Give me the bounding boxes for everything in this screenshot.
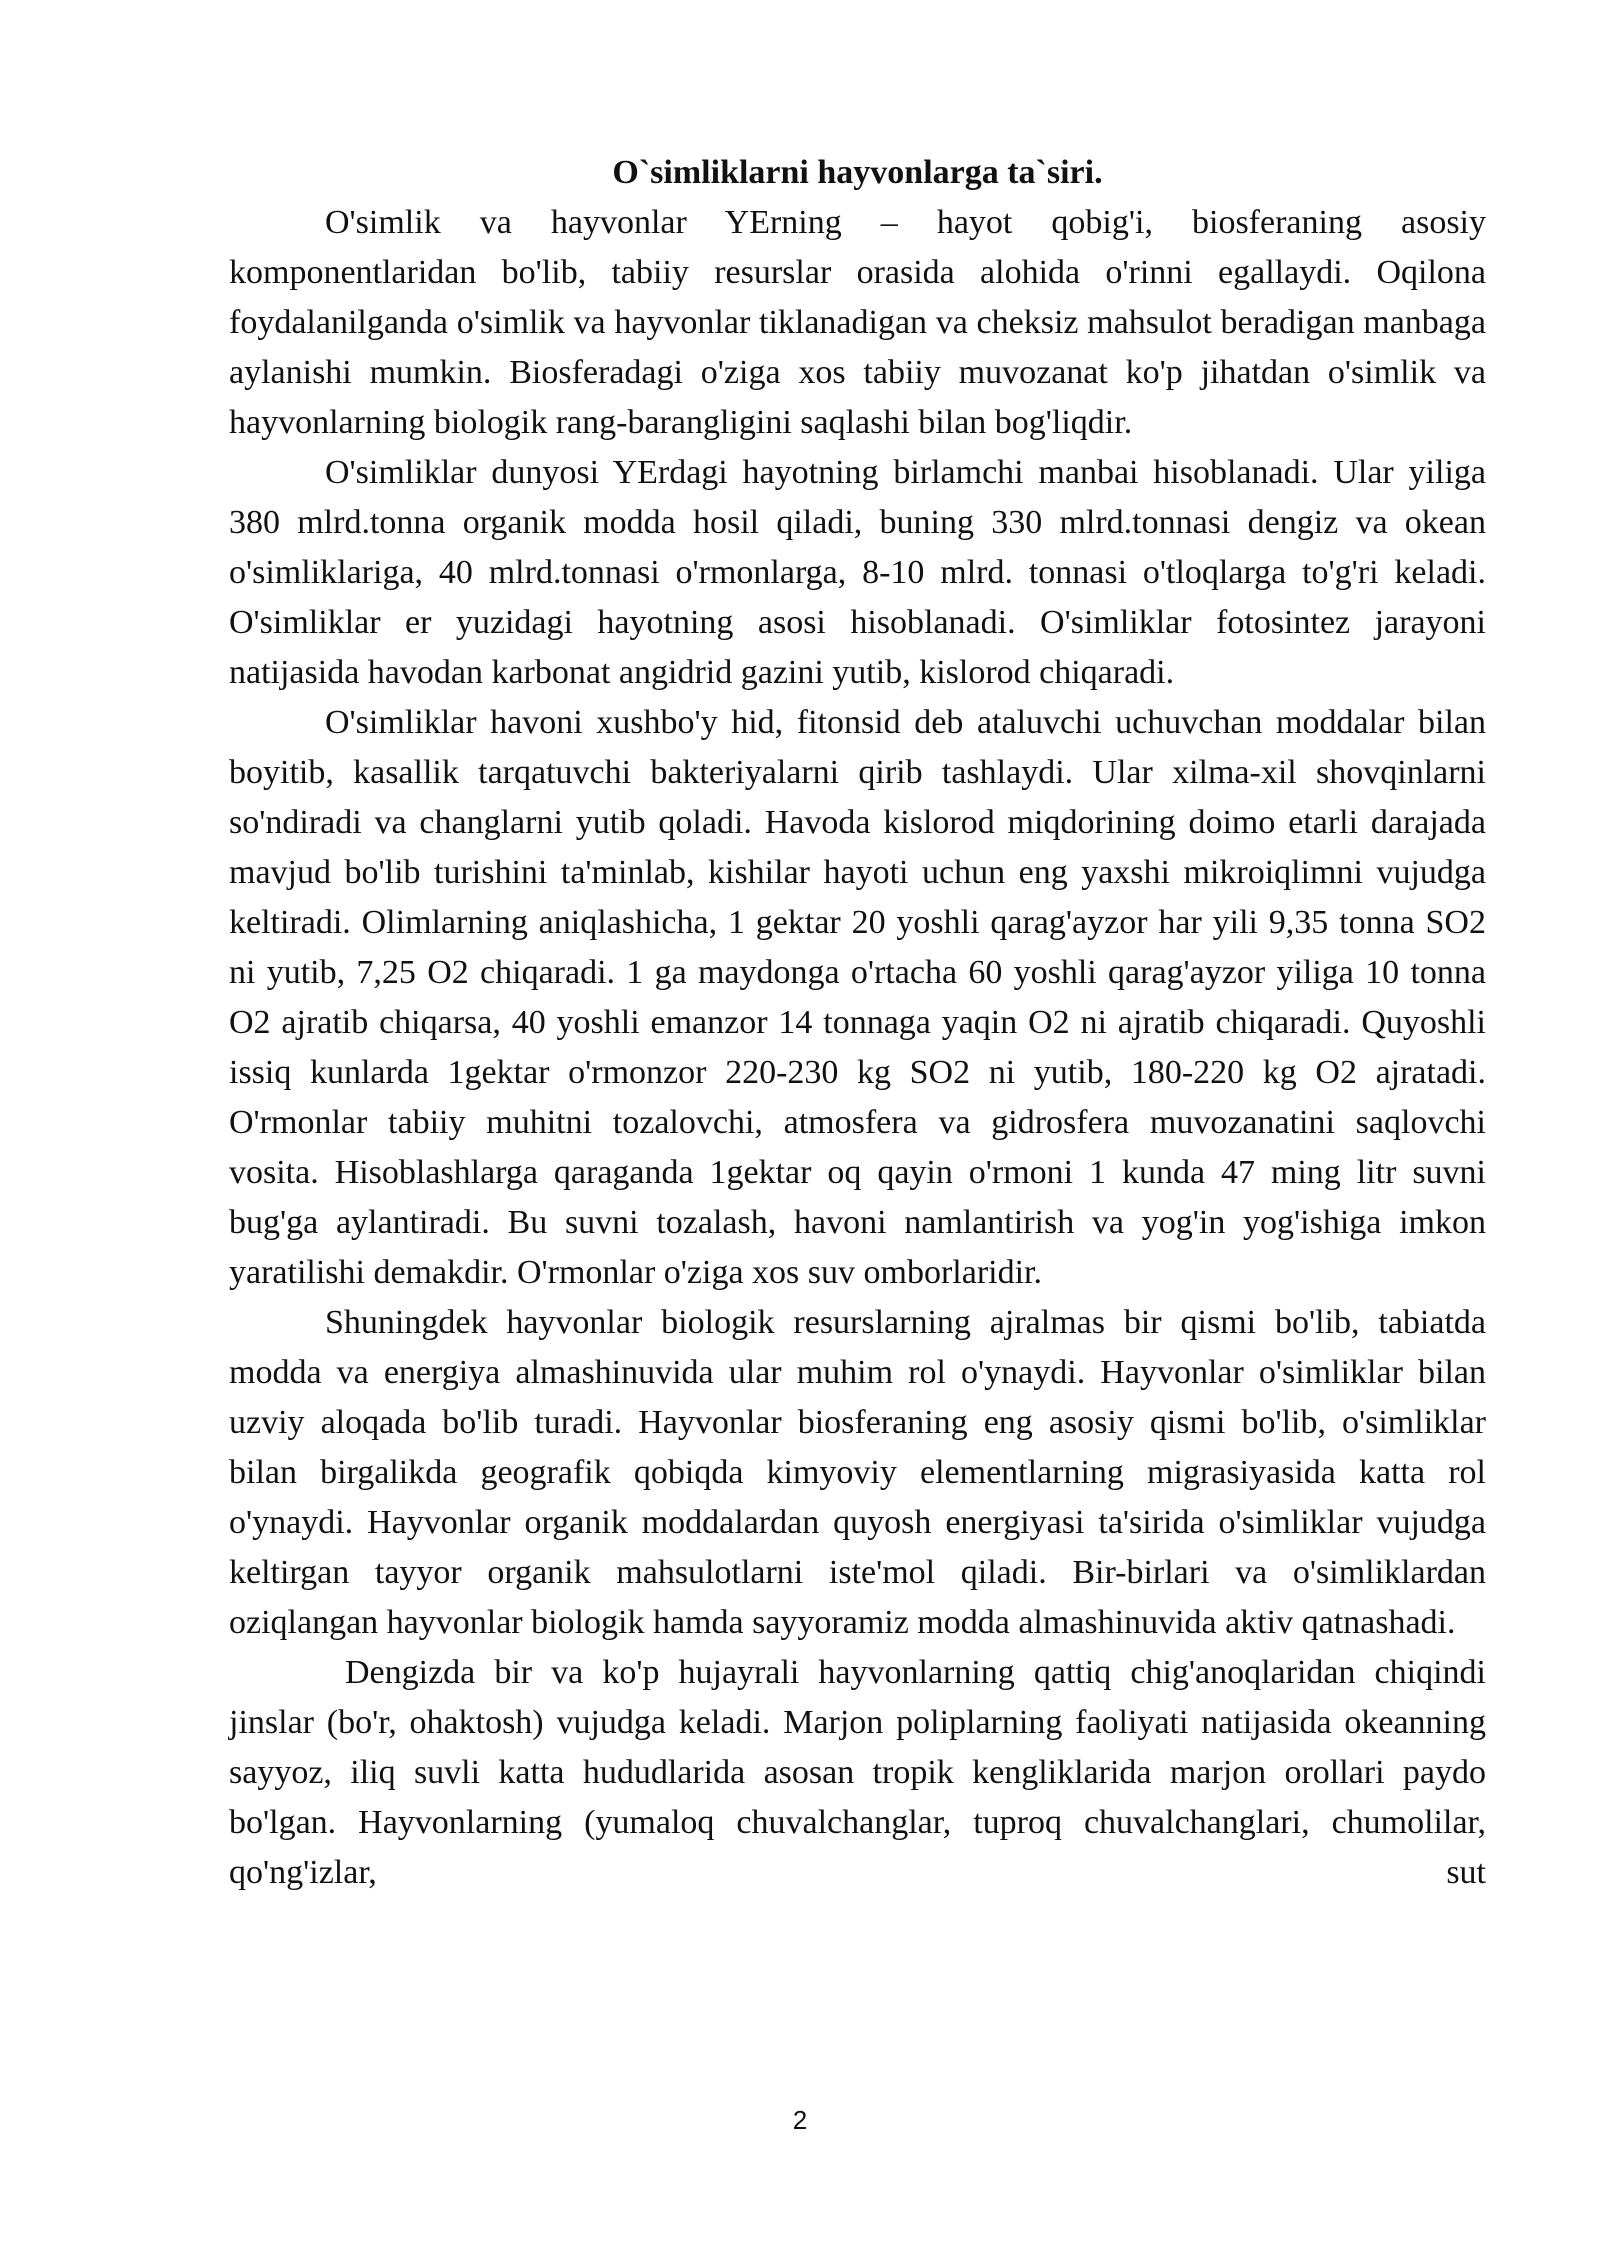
paragraph-2: O'simliklar dunyosi YErdagi hayotning birlamchi manbai hisoblanadi. Ular yiliga 380 mlrd.tonna organik modda hosil qiladi, buning 330 mlrd.tonnasi dengiz va okean o'simliklariga, 40 mlrd.tonnasi o'rmonlarga, 8-10 mlrd. tonnasi o'tloqlarga to'g'ri keladi. O'simliklar er yuzidagi hayotning asosi hisoblanadi. O'simliklar fotosintez jarayoni natijasida havodan karbonat angidrid gazini yutib, kislorod chiqaradi. (229, 454, 1486, 691)
paragraph-4: Shuningdek hayvonlar biologik resurslarning ajralmas bir qismi bo'lib, tabiatda modda va energiya almashinuvida ular muhim rol o'ynaydi. Hayvonlar o'simliklar bilan uzviy aloqada bo'lib turadi. Hayvonlar biosferaning eng asosiy qismi bo'lib, o'simliklar bilan birgalikda geografik qobiqda kimyoviy elementlarning migrasiyasida katta rol o'ynaydi. Hayvonlar organik moddalardan quyosh energiyasi ta'sirida o'simliklar vujudga keltirgan tayyor organik mahsulotlarni iste'mol qiladi. Bir-birlari va o'simliklardan oziqlangan hayvonlar biologik hamda sayyoramiz modda almashinuvida aktiv qatnashadi. (229, 1304, 1486, 1641)
paragraph-5: Dengizda bir va ko'p hujayrali hayvonlarning qattiq chig'anoqlaridan chiqindi jinslar (bo'r, ohaktosh) vujudga keladi. Marjon poliplarning faoliyati natijasida okeanning sayyoz, iliq suvli katta hududlarida asosan tropik kengliklarida marjon orollari paydo bo'lgan. Hayvonlarning (yumaloq chuvalchanglar, tuproq chuvalchanglari, chumolilar, qo'ng'izlar, sut (229, 1654, 1486, 1891)
document-title: O`simliklarni hayvonlarga ta`siri. (612, 154, 1103, 191)
document-body (229, 148, 1486, 1898)
page-number: 2 (792, 2105, 808, 2135)
paragraph-3: O'simliklar havoni xushbo'y hid, fitonsid deb ataluvchi uchuvchan moddalar bilan boyitib, kasallik tarqatuvchi bakteriyalarni qirib tashlaydi. Ular xilma-xil shovqinlarni so'ndiradi va changlarni yutib qoladi. Havoda kislorod miqdorining doimo etarli darajada mavjud bo'lib turishini ta'minlab, kishilar hayoti uchun eng yaxshi mikroiqlimni vujudga keltiradi. Olimlarning aniqlashicha, 1 gektar 20 yoshli qarag'ayzor har yili 9,35 tonna SO2 ni yutib, 7,25 O2 chiqaradi. 1 ga maydonga o'rtacha 60 yoshli qarag'ayzor yiliga 10 tonna O2 ajratib chiqarsa, 40 yoshli emanzor 14 tonnaga yaqin O2 ni ajratib chiqaradi. Quyoshli issiq kunlarda 1gektar o'rmonzor 220-230 kg SO2 ni yutib, 180-220 kg O2 ajratadi. O'rmonlar tabiiy muhitni tozalovchi, atmosfera va gidrosfera muvozanatini saqlovchi vosita. Hisoblashlarga qaraganda 1gektar oq qayin o'rmoni 1 kunda 47 ming litr suvni bug'ga aylantiradi. Bu suvni tozalash, havoni namlantirish va yog'in yog'ishiga imkon yaratilishi demakdir. O'rmonlar o'ziga xos suv omborlaridir. (229, 704, 1486, 1291)
paragraph-1: O'simlik va hayvonlar YErning – hayot qobig'i, biosferaning asosiy komponentlaridan bo'lib, tabiiy resurslar orasida alohida o'rinni egallaydi. Oqilona foydalanilganda o'simlik va hayvonlar tiklanadigan va cheksiz mahsulot beradigan manbaga aylanishi mumkin. Biosferadagi o'ziga xos tabiiy muvozanat ko'p jihatdan o'simlik va hayvonlarning biologik rang-barangligini saqlashi bilan bog'liqdir. (229, 204, 1486, 441)
